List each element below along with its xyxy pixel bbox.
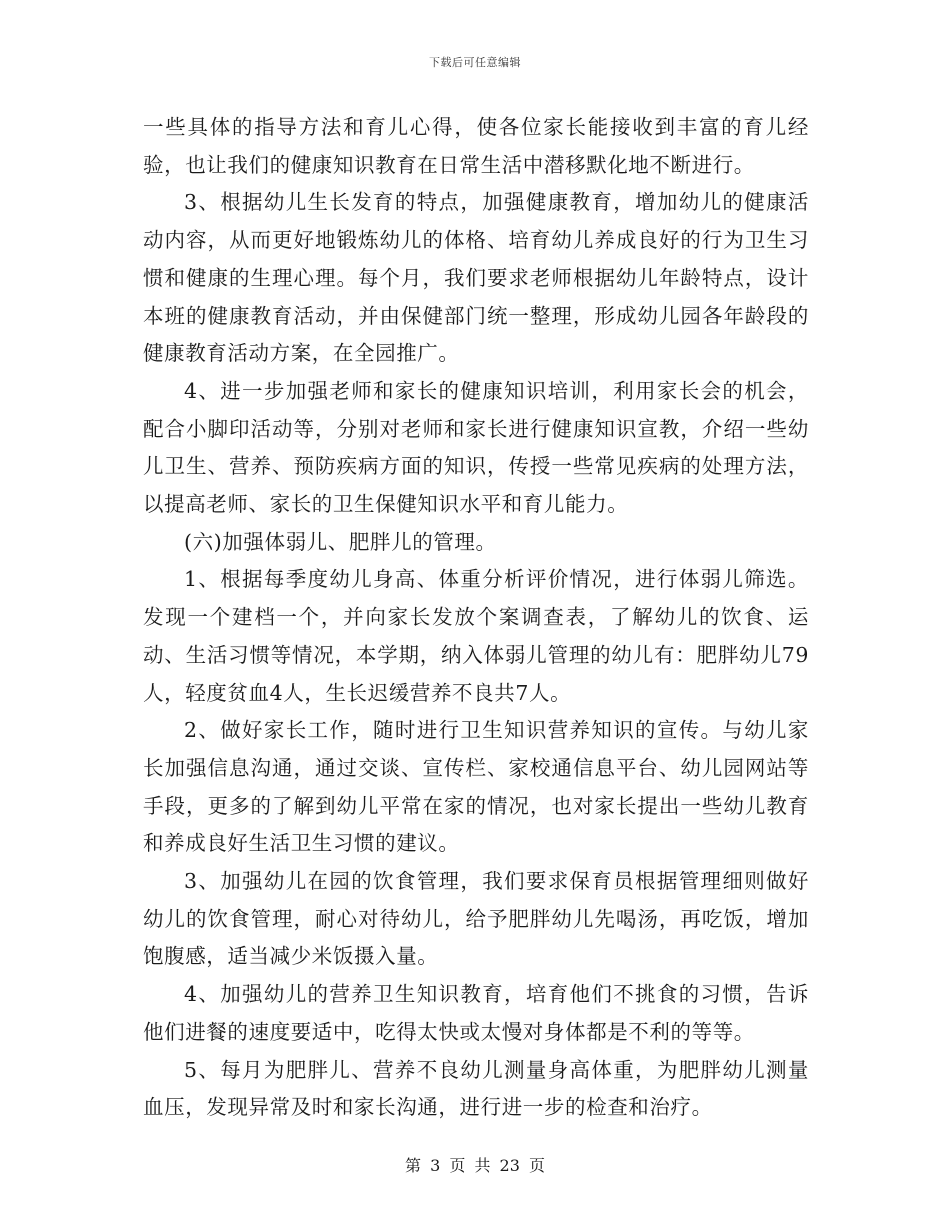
paragraph-9: 5、每月为肥胖儿、营养不良幼儿测量身高体重，为肥胖幼儿测量血压，发现异常及时和家长沟通，进行进一步的检查和治疗。: [143, 1057, 809, 1120]
paragraph-8: 4、加强幼儿的营养卫生知识教育，培育他们不挑食的习惯，告诉他们进餐的速度要适中，吃得太快或太慢对身体都是不利的等等。: [143, 982, 809, 1044]
page-header-note: 下载后可任意编辑: [429, 56, 521, 69]
paragraph-6: 2、做好家长工作，随时进行卫生知识营养知识的宣传。与幼儿家长加强信息沟通，通过交谈、宣传栏、家校通信息平台、幼儿园网站等手段，更多的了解到幼儿平常在家的情况，也对家长提出一些幼儿教育和养成良好生活卫生习惯的建议。: [143, 718, 809, 856]
page-number: 第 3 页 共 23 页: [405, 1156, 545, 1175]
paragraph-1: 一些具体的指导方法和育儿心得，使各位家长能接收到丰富的育儿经验，也让我们的健康知识教育在日常生活中潜移默化地不断进行。: [143, 115, 809, 177]
paragraph-7: 3、加强幼儿在园的饮食管理，我们要求保育员根据管理细则做好幼儿的饮食管理，耐心对待幼儿，给予肥胖幼儿先喝汤，再吃饭，增加饱腹感，适当减少米饭摄入量。: [143, 869, 809, 969]
paragraph-2: 3、根据幼儿生长发育的特点，加强健康教育，增加幼儿的健康活动内容，从而更好地锻炼幼儿的体格、培育幼儿养成良好的行为卫生习惯和健康的生理心理。每个月，我们要求老师根据幼儿年龄特点，设计本班的健康教育活动，并由保健部门统一整理，形成幼儿园各年龄段的健康教育活动方案，在全园推广。: [143, 190, 809, 366]
document-body: [143, 109, 809, 1127]
paragraph-3: 4、进一步加强老师和家长的健康知识培训，利用家长会的机会，配合小脚印活动等，分别对老师和家长进行健康知识宣教，介绍一些幼儿卫生、营养、预防疾病方面的知识，传授一些常见疾病的处理方法，以提高老师、家长的卫生保健知识水平和育儿能力。: [143, 378, 809, 517]
paragraph-5: 1、根据每季度幼儿身高、体重分析评价情况，进行体弱儿筛选。发现一个建档一个，并向家长发放个案调查表，了解幼儿的饮食、运动、生活习惯等情况，本学期，纳入体弱儿管理的幼儿有：肥胖幼儿79人，轻度贫血4人，生长迟缓营养不良共7人。: [143, 567, 809, 705]
section-heading: (六)加强体弱儿、肥胖儿的管理。: [184, 529, 497, 554]
